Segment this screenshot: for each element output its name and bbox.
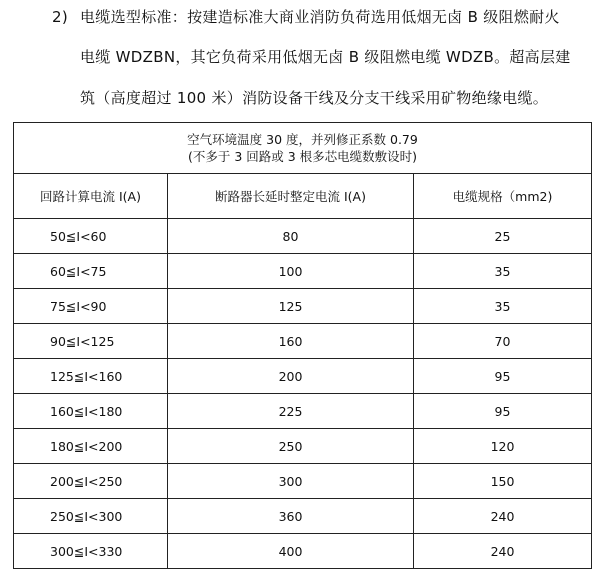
table-row xyxy=(14,534,592,569)
paragraph-line-1 xyxy=(52,6,560,27)
paragraph-line-2: 电缆 WDZBN，其它负荷采用低烟无卤 B 级阻燃电缆 WDZB。超高层建 xyxy=(80,48,571,66)
header-circuit-current: 回路计算电流 I(A) xyxy=(14,174,168,219)
cell-cable-size: 150 xyxy=(414,464,592,499)
cell-cable-size: 240 xyxy=(414,499,592,534)
cell-circuit-current: 90≦I<125 xyxy=(14,324,168,359)
cable-spec-table xyxy=(13,122,592,569)
table-row xyxy=(14,429,592,464)
table-header-row xyxy=(14,174,592,219)
paragraph-number: 2) xyxy=(52,8,68,26)
cell-breaker-setting: 80 xyxy=(168,219,414,254)
cell-breaker-setting: 360 xyxy=(168,499,414,534)
cell-cable-size: 70 xyxy=(414,324,592,359)
cell-circuit-current: 75≦I<90 xyxy=(14,289,168,324)
table-row xyxy=(14,219,592,254)
cell-circuit-current: 250≦I<300 xyxy=(14,499,168,534)
header-cable-size: 电缆规格（mm2) xyxy=(414,174,592,219)
cell-breaker-setting: 125 xyxy=(168,289,414,324)
table-caption-line-1: 空气环境温度 30 度，并列修正系数 0.79 xyxy=(187,132,418,147)
header-breaker-setting: 断路器长延时整定电流 I(A) xyxy=(168,174,414,219)
cell-breaker-setting: 100 xyxy=(168,254,414,289)
table-row xyxy=(14,394,592,429)
table-caption-line-2: (不多于 3 回路或 3 根多芯电缆数敷设时) xyxy=(187,149,418,164)
cell-circuit-current: 200≦I<250 xyxy=(14,464,168,499)
cell-circuit-current: 160≦I<180 xyxy=(14,394,168,429)
table-row xyxy=(14,359,592,394)
cell-cable-size: 95 xyxy=(414,359,592,394)
cell-breaker-setting: 300 xyxy=(168,464,414,499)
cell-breaker-setting: 400 xyxy=(168,534,414,569)
cell-cable-size: 25 xyxy=(414,219,592,254)
table-row xyxy=(14,254,592,289)
cell-circuit-current: 300≦I<330 xyxy=(14,534,168,569)
cell-breaker-setting: 200 xyxy=(168,359,414,394)
cell-cable-size: 35 xyxy=(414,254,592,289)
paragraph-line-3: 筑（高度超过 100 米）消防设备干线及分支干线采用矿物绝缘电缆。 xyxy=(80,89,549,107)
cell-breaker-setting: 250 xyxy=(168,429,414,464)
cell-circuit-current: 50≦I<60 xyxy=(14,219,168,254)
cell-cable-size: 240 xyxy=(414,534,592,569)
table-row xyxy=(14,289,592,324)
table-row xyxy=(14,324,592,359)
cell-cable-size: 35 xyxy=(414,289,592,324)
cell-cable-size: 95 xyxy=(414,394,592,429)
cell-cable-size: 120 xyxy=(414,429,592,464)
cell-breaker-setting: 225 xyxy=(168,394,414,429)
table-row xyxy=(14,499,592,534)
cell-circuit-current: 60≦I<75 xyxy=(14,254,168,289)
table-caption-row xyxy=(14,123,592,174)
cell-circuit-current: 180≦I<200 xyxy=(14,429,168,464)
table-caption xyxy=(14,123,592,174)
table-row xyxy=(14,464,592,499)
cell-circuit-current: 125≦I<160 xyxy=(14,359,168,394)
paragraph-text-1: 电缆选型标准：按建造标准大商业消防负荷选用低烟无卤 B 级阻燃耐火 xyxy=(80,8,560,26)
cell-breaker-setting: 160 xyxy=(168,324,414,359)
